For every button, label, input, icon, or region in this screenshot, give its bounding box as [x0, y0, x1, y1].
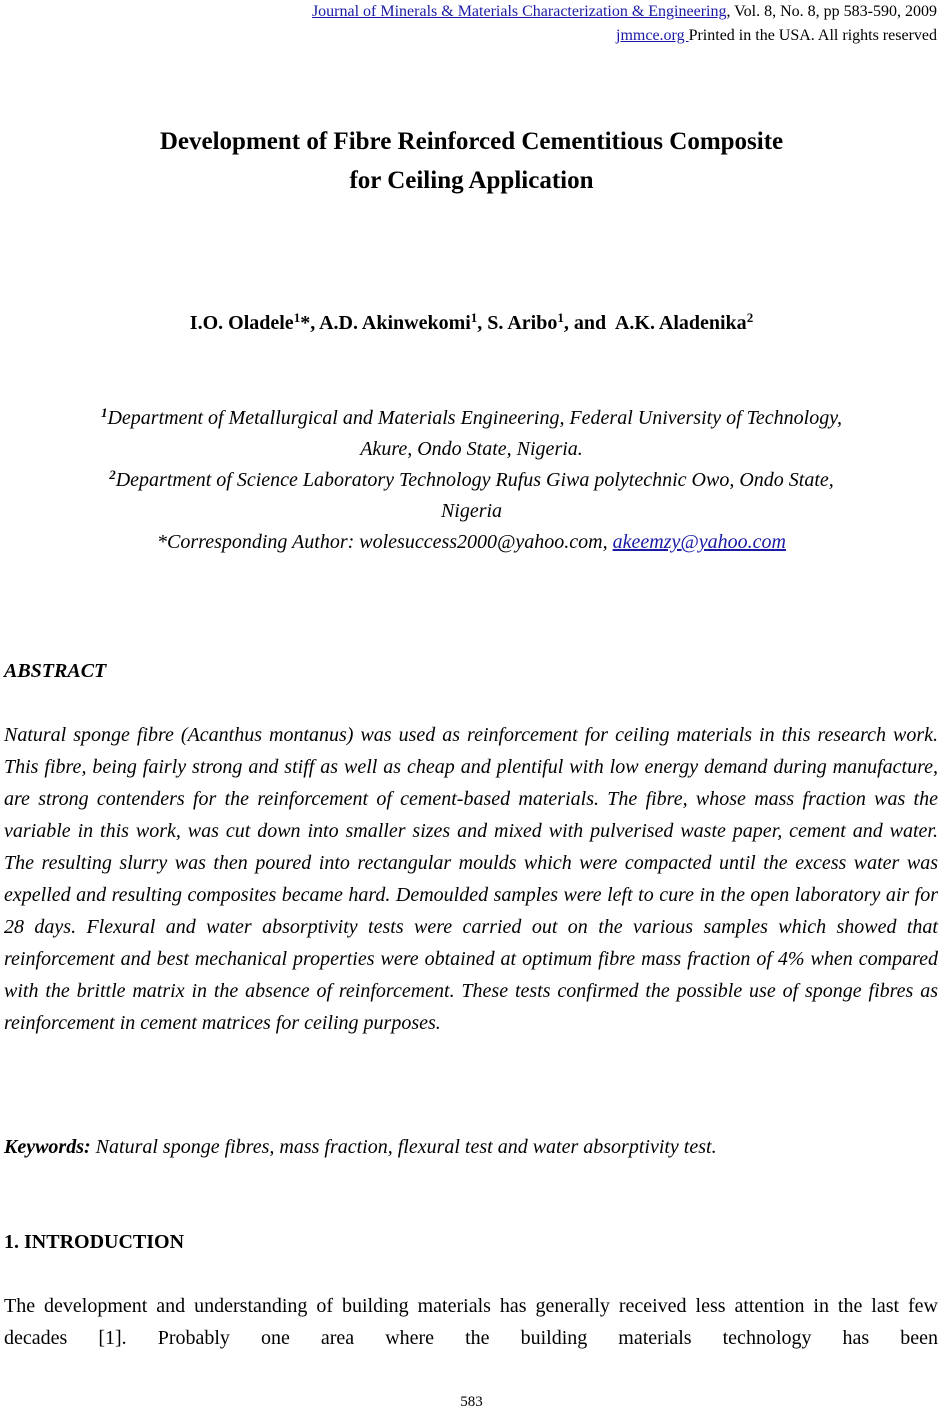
affiliation-text: Department of Science Laboratory Technology Rufus Giwa polytechnic Owo, Ondo State,: [115, 469, 834, 491]
keywords-text: Natural sponge fibres, mass fraction, flexural test and water absorptivity test.: [90, 1136, 717, 1158]
author-name: S. Aribo: [487, 312, 558, 334]
site-link[interactable]: jmmce.org: [616, 27, 689, 44]
corresponding-prefix: *Corresponding Author: wolesuccess2000@yahoo.com,: [157, 531, 613, 553]
corresponding-email-link[interactable]: akeemzy@yahoo.com: [612, 531, 786, 553]
affiliation-2-line-2: Nigeria: [440, 500, 503, 522]
author-affiliation-mark: 1: [557, 310, 564, 325]
affiliation-1-line-1: [0, 403, 943, 434]
page-number: 583: [460, 1394, 483, 1410]
author-affiliation-mark: 1: [470, 310, 478, 325]
keywords: [4, 1131, 938, 1163]
volume-info: , Vol. 8, No. 8, pp 583-590, 2009: [726, 3, 937, 20]
rights-notice: Printed in the USA. All rights reserved: [688, 27, 937, 44]
keywords-label: Keywords:: [4, 1136, 91, 1158]
author-affiliation-mark: 1: [293, 310, 301, 325]
author-name: I.O. Oladele: [189, 312, 294, 334]
header-line-1: [312, 0, 937, 24]
author-name: A.K. Aladenika: [614, 312, 747, 334]
abstract-text: Natural sponge fibre (Acanthus montanus) was used as reinforcement for ceiling materials in this research work. This fibre, being fairly strong and stiff as well as cheap and plentiful with low energy demand during manufacture, are strong contenders for the reinforcement of cement-based materials. The fibre, whose mass fraction was the variable in this work, was cut down into smaller sizes and mixed with pulverised waste paper, cement and water. The resulting slurry was then poured into rectangular moulds which were compacted until the excess water was expelled and resulting composites became hard. Demoulded samples were left to cure in the open laboratory air for 28 days. Flexural and water absorptivity tests were carried out on the various samples which showed that reinforcement and best mechanical properties were obtained at optimum fibre mass fraction of 4% when compared with the brittle matrix in the absence of reinforcement. These tests confirmed the possible use of sponge fibres as reinforcement in cement matrices for ceiling purposes.: [4, 724, 938, 1034]
author-name: A.D. Akinwekomi: [319, 312, 471, 334]
header-line-2: [312, 24, 937, 48]
title-line-1: Development of Fibre Reinforced Cementitious Composite: [159, 128, 784, 155]
introduction-heading: 1. INTRODUCTION: [4, 1231, 185, 1253]
author-affiliation-mark: 2: [746, 310, 754, 325]
author-separator: ,: [477, 312, 488, 334]
affiliation-mark: 2: [109, 467, 116, 482]
affiliation-1-line-2: Akure, Ondo State, Nigeria.: [360, 438, 583, 460]
corresponding-author: [0, 527, 943, 558]
author-list: [0, 308, 943, 338]
affiliation-text: Department of Metallurgical and Materials Engineering, Federal University of Technology,: [107, 407, 843, 429]
abstract-heading: ABSTRACT: [4, 660, 107, 682]
title-line-2: for Ceiling Application: [349, 167, 594, 194]
running-header: [312, 0, 937, 48]
author-separator: , and: [563, 312, 615, 334]
affiliation-mark: 1: [100, 405, 108, 420]
paper-title: [0, 122, 943, 200]
affiliation-2-line-1: [0, 465, 943, 496]
author-separator: *,: [300, 312, 320, 334]
affiliations: [0, 403, 943, 558]
journal-link[interactable]: Journal of Minerals & Materials Characterization & Engineering: [311, 3, 727, 20]
introduction-text: The development and understanding of building materials has generally received less attention in the last few decades [1]. Probably one area where the building materials technology has been: [4, 1295, 938, 1349]
